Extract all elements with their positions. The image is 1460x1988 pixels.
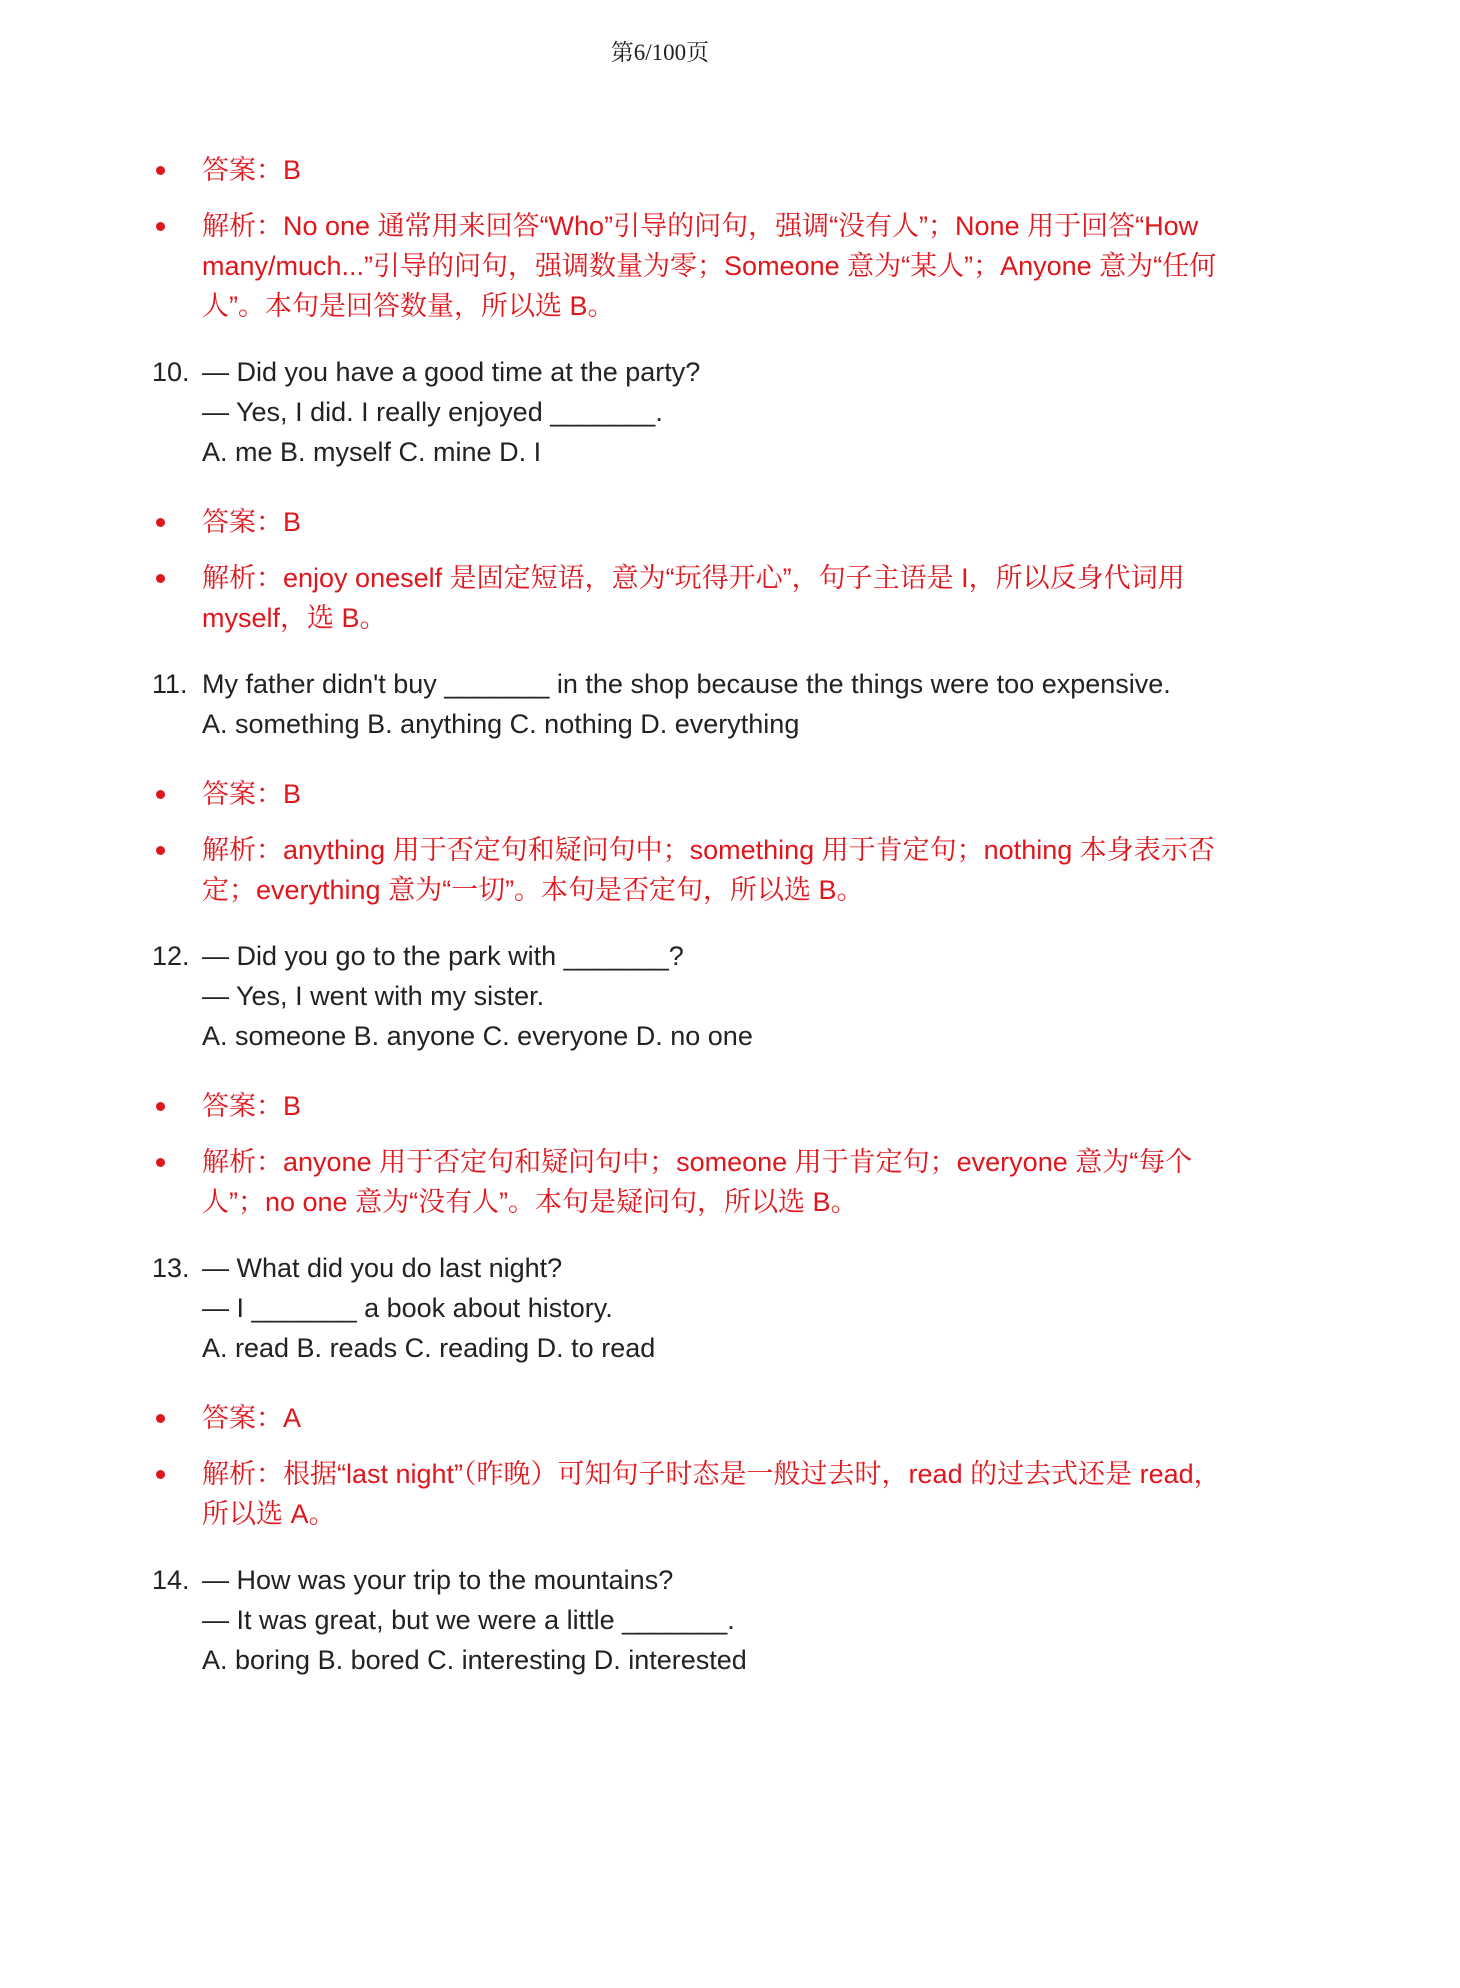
answer-list [152, 1398, 1240, 1534]
question-number: 13. [152, 1253, 190, 1283]
question-options: A. me B. myself C. mine D. I [202, 437, 542, 467]
question-options: A. someone B. anyone C. everyone D. no one [202, 1021, 753, 1051]
question-options: A. boring B. bored C. interesting D. interested [202, 1645, 747, 1675]
answer-list [152, 502, 1240, 638]
question-text: My father didn't buy _______ in the shop because the things were too expensive. [202, 669, 1171, 699]
page-number-header: 第6/100页 [610, 40, 710, 65]
analysis-item: 解析：anyone 用于否定句和疑问句中；someone 用于肯定句；everyone 意为“每个人”；no one 意为“没有人”。本句是疑问句，所以选 B。 [152, 1142, 1240, 1222]
question-options: A. read B. reads C. reading D. to read [202, 1333, 656, 1363]
answer-item: 答案：B [152, 774, 1240, 814]
analysis-item: 解析：anything 用于否定句和疑问句中；something 用于肯定句；nothing 本身表示否定；everything 意为“一切”。本句是否定句，所以选 B。 [152, 830, 1240, 910]
question-text: — Yes, I did. I really enjoyed _______. [202, 397, 663, 427]
answer-list [152, 150, 1240, 326]
analysis-item: 解析：No one 通常用来回答“Who”引导的问句，强调“没有人”；None 用于回答“How many/much...”引导的问句，强调数量为零；Someone 意为“某人”；Anyone 意为“任何人”。本句是回答数量，所以选 B。 [152, 206, 1240, 326]
answer-item: 答案：B [152, 502, 1240, 542]
question-number: 12. [152, 941, 190, 971]
question-text: — I _______ a book about history. [202, 1293, 613, 1323]
analysis-item: 解析：根据“last night”（昨晚）可知句子时态是一般过去时，read 的过去式还是 read，所以选 A。 [152, 1454, 1240, 1534]
question-number: 14. [152, 1565, 190, 1595]
question-number: 11. [152, 669, 188, 699]
answer-list [152, 1086, 1240, 1222]
question-block [152, 664, 1240, 744]
answer-item: 答案：B [152, 150, 1240, 190]
question-number: 10. [152, 357, 190, 387]
analysis-item: 解析：enjoy oneself 是固定短语，意为“玩得开心”，句子主语是 I，所以反身代词用 myself，选 B。 [152, 558, 1240, 638]
question-text: — Did you have a good time at the party? [202, 357, 701, 387]
answer-list [152, 774, 1240, 910]
document-content [152, 150, 1240, 1710]
question-block [152, 1248, 1240, 1368]
question-block [152, 352, 1240, 472]
question-block [152, 1560, 1240, 1680]
question-text: — Did you go to the park with _______? [202, 941, 684, 971]
question-text: — Yes, I went with my sister. [202, 981, 545, 1011]
question-text: — What did you do last night? [202, 1253, 563, 1283]
answer-item: 答案：A [152, 1398, 1240, 1438]
question-text: — How was your trip to the mountains? [202, 1565, 674, 1595]
question-block [152, 936, 1240, 1056]
answer-item: 答案：B [152, 1086, 1240, 1126]
question-text: — It was great, but we were a little _______. [202, 1605, 735, 1635]
question-options: A. something B. anything C. nothing D. everything [202, 709, 800, 739]
